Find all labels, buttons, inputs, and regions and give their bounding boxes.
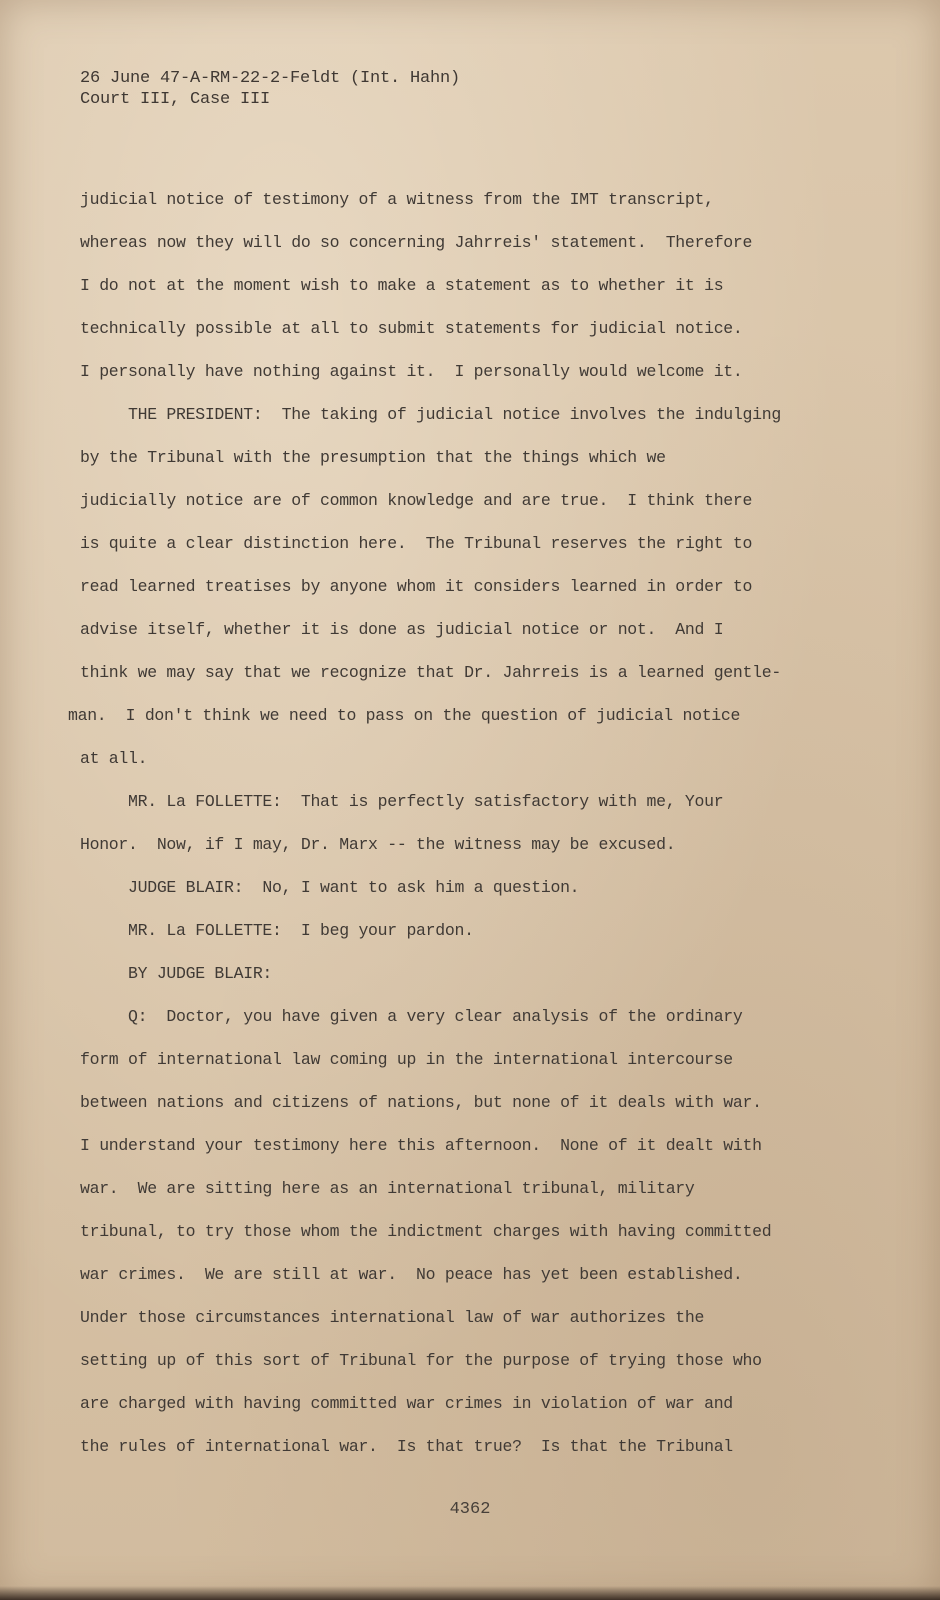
text-line: war crimes. We are still at war. No peace has yet been established. [80,1265,743,1284]
header-line-2: Court III, Case III [80,90,271,109]
text-line: at all. [80,749,148,768]
text-line: MR. La FOLLETTE: That is perfectly satisfactory with me, Your [80,792,724,811]
text-line: read learned treatises by anyone whom it considers learned in order to [80,577,753,596]
text-line: THE PRESIDENT: The taking of judicial notice involves the indulging [80,405,781,424]
text-line: between nations and citizens of nations, but none of it deals with war. [80,1093,762,1112]
text-line: form of international law coming up in the international intercourse [80,1050,733,1069]
text-line: tribunal, to try those whom the indictment charges with having committed [80,1222,772,1241]
text-line: whereas now they will do so concerning Jahrreis' statement. Therefore [80,233,753,252]
text-line: Honor. Now, if I may, Dr. Marx -- the witness may be excused. [80,835,676,854]
text-line: advise itself, whether it is done as judicial notice or not. And I [80,620,724,639]
text-line: Under those circumstances international law of war authorizes the [80,1308,705,1327]
text-line: MR. La FOLLETTE: I beg your pardon. [80,921,474,940]
text-line: judicially notice are of common knowledge and are true. I think there [80,491,753,510]
document-header [80,68,460,110]
page-number: 4362 [449,1500,491,1519]
text-line: JUDGE BLAIR: No, I want to ask him a question. [80,878,580,897]
text-line: technically possible at all to submit statements for judicial notice. [80,319,743,338]
text-line: by the Tribunal with the presumption that the things which we [80,448,666,467]
text-line: I understand your testimony here this afternoon. None of it dealt with [80,1136,762,1155]
text-line: BY JUDGE BLAIR: [80,964,273,983]
text-line: think we may say that we recognize that Dr. Jahrreis is a learned gentle- [80,663,781,682]
text-line: setting up of this sort of Tribunal for the purpose of trying those who [80,1351,762,1370]
text-line: the rules of international war. Is that true? Is that the Tribunal [80,1437,733,1456]
text-line: I do not at the moment wish to make a statement as to whether it is [80,276,724,295]
text-line: war. We are sitting here as an international tribunal, military [80,1179,695,1198]
text-line: are charged with having committed war crimes in violation of war and [80,1394,733,1413]
text-line: I personally have nothing against it. I personally would welcome it. [80,362,743,381]
page-bottom-edge [0,1586,940,1600]
text-line: Q: Doctor, you have given a very clear analysis of the ordinary [80,1007,743,1026]
text-line: judicial notice of testimony of a witness from the IMT transcript, [80,190,714,209]
text-line: is quite a clear distinction here. The Tribunal reserves the right to [80,534,753,553]
text-line: man. I don't think we need to pass on the question of judicial notice [68,706,741,725]
header-line-1: 26 June 47-A-RM-22-2-Feldt (Int. Hahn) [80,69,461,88]
